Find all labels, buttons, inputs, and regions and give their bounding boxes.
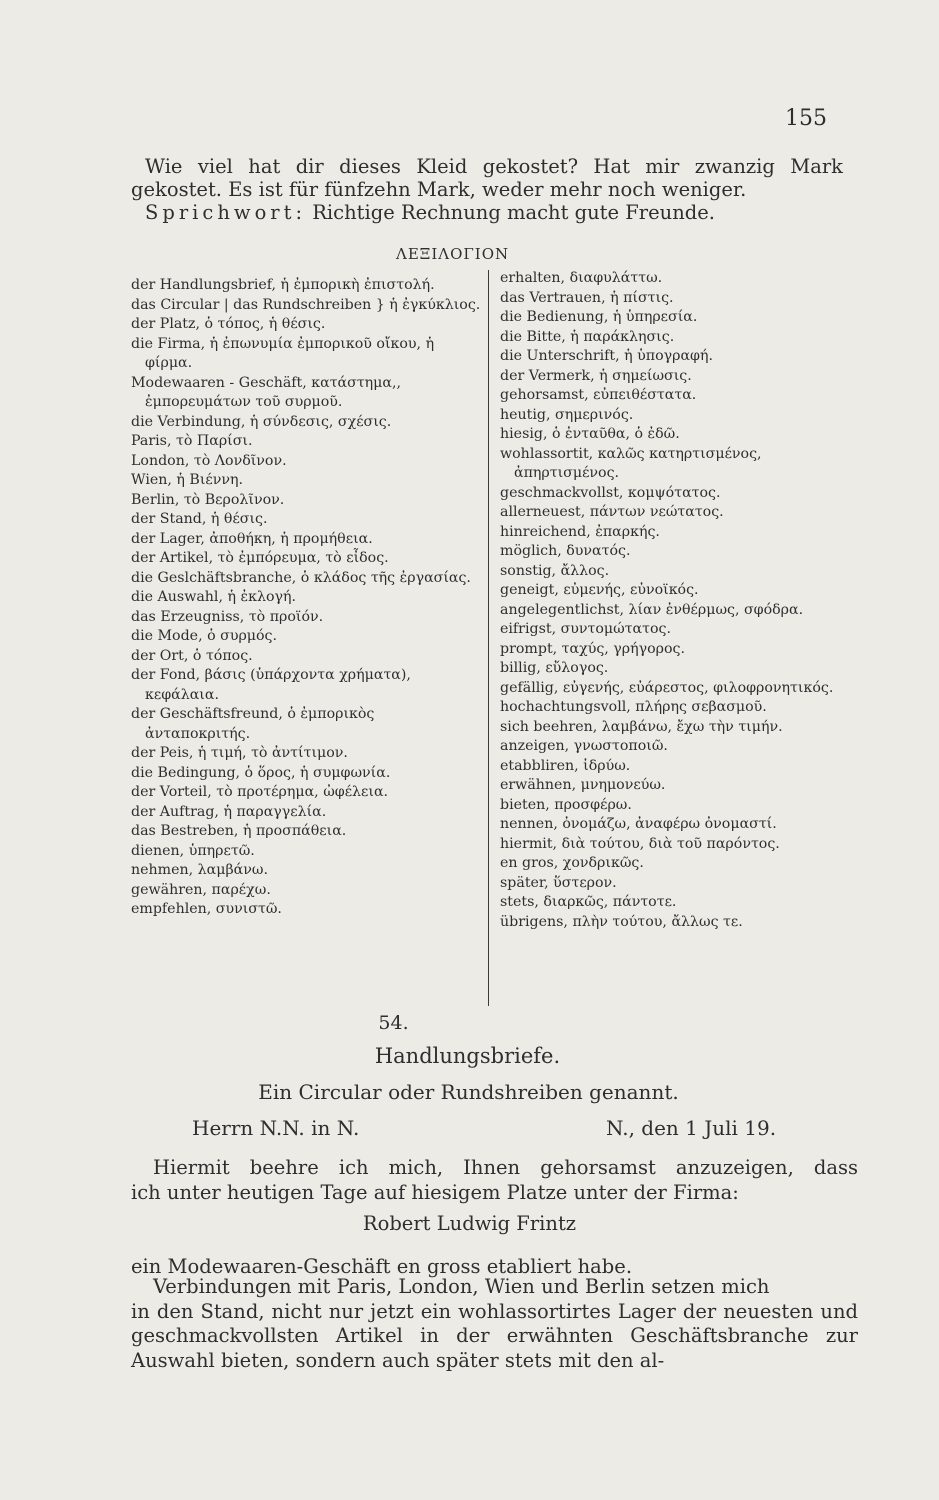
vocab-entry: die Mode, ὁ συρμός.: [131, 628, 278, 644]
vocab-entry: Berlin, τὸ Βερολῖνον.: [131, 491, 285, 508]
vocab-entry: später, ὕστερον.: [500, 874, 617, 891]
vocab-entry: der Vorteil, τὸ προτέρημα, ὠφέλεια.: [131, 784, 389, 800]
vocab-entry: gefällig, εὐγενής, εὐάρεστος, φιλοφρονητικός.: [500, 679, 834, 696]
letter-line: Verbindungen mit Paris, London, Wien und Berlin setzen mich: [153, 1275, 770, 1298]
letter-date: N., den 1 Juli 19.: [606, 1116, 777, 1140]
vocab-entry: Modewaaren - Geschäft, κατάστημα,, ἐμπορευμάτων τοῦ συρμοῦ.: [131, 374, 401, 410]
vocab-entry: die Firma, ἡ ἐπωνυμία ἐμπορικοῦ οἴκου, ἡ φίρμα.: [131, 335, 435, 371]
vocab-entry: sich beehren, λαμβάνω, ἔχω τὴν τιμήν.: [500, 718, 783, 735]
vocab-entry: erwähnen, μνημονεύω.: [500, 777, 666, 793]
vocab-entry: das Circular | das Rundschreiben } ἡ ἐγκύκλιος.: [131, 296, 481, 313]
section-heading: Handlungsbriefe.: [374, 1044, 561, 1068]
firm-name: Robert Ludwig Frintz: [362, 1212, 577, 1235]
vocab-entry: das Erzeugniss, τὸ προϊόν.: [131, 608, 324, 625]
vocab-entry: stets, διαρκῶς, πάντοτε.: [500, 894, 677, 910]
vocab-entry: Wien, ἡ Βιέννη.: [131, 472, 244, 488]
letter-text: in den Stand, nicht nur jetzt ein wohlassortirtes Lager der neuesten und geschmackvollsten Artikel in der erwähnten Geschäftsbranche zur Auswahl bieten, sondern auch später stets mit den al-: [131, 1299, 858, 1372]
vocab-entry: hiermit, διὰ τούτου, διὰ τοῦ παρόντος.: [500, 835, 780, 852]
section-subheading: Ein Circular oder Rundshreiben genannt.: [258, 1080, 679, 1104]
vocab-entry: nennen, ὀνομάζω, ἀναφέρω ὀνομαστί.: [500, 816, 777, 832]
vocab-entry: die Unterschrift, ἡ ὑπογραφή.: [500, 348, 713, 364]
proverb-label: Sprichwort:: [145, 201, 307, 224]
vocab-entry: heutig, σημερινός.: [500, 406, 634, 423]
column-divider: [488, 270, 489, 1006]
intro-dialogue: [131, 155, 843, 224]
vocabulary-right-column: [500, 269, 858, 932]
vocab-entry: der Handlungsbrief, ἡ ἐμπορικὴ ἐπιστολή.: [131, 277, 435, 293]
vocab-entry: der Stand, ἡ θέσις.: [131, 511, 268, 527]
vocab-entry: etabbliren, ἱδρύω.: [500, 757, 631, 774]
vocab-entry: wohlassortit, καλῶς κατηρτισμένος, ἀπηρτισμένος.: [500, 445, 762, 481]
vocab-entry: billig, εὔλογος.: [500, 660, 609, 676]
letter-line: ich unter heutigen Tage auf hiesigem Platze unter der Firma:: [131, 1180, 739, 1204]
vocab-entry: nehmen, λαμβάνω.: [131, 862, 268, 878]
vocab-entry: geneigt, εὐμενής, εὐνοϊκός.: [500, 582, 699, 598]
vocab-entry: gewähren, παρέχω.: [131, 881, 271, 898]
proverb-text: Richtige Rechnung macht gute Freunde.: [312, 201, 715, 224]
vocab-entry: empfehlen, συνιστῶ.: [131, 901, 282, 917]
vocab-entry: hinreichend, ἐπαρκής.: [500, 523, 660, 540]
vocab-entry: der Auftrag, ἡ παραγγελία.: [131, 803, 327, 820]
vocab-entry: der Peis, ἡ τιμή, τὸ ἀντίτιμον.: [131, 745, 348, 761]
vocab-entry: das Bestreben, ἡ προσπάθεια.: [131, 823, 347, 839]
proverb: [131, 201, 843, 224]
vocab-entry: Paris, τὸ Παρίσι.: [131, 433, 253, 449]
letter-paragraph-3: [131, 1275, 858, 1373]
vocab-entry: erhalten, διαφυλάττω.: [500, 270, 663, 286]
vocab-entry: en gros, χονδρικῶς.: [500, 855, 644, 871]
vocab-entry: das Vertrauen, ἡ πίστις.: [500, 289, 674, 306]
vocab-entry: die Verbindung, ἡ σύνδεσις, σχέσις.: [131, 413, 392, 430]
vocab-entry: angelegentlichst, λίαν ἐνθέρμως, σφόδρα.: [500, 601, 804, 618]
vocab-entry: prompt, ταχύς, γρήγορος.: [500, 640, 685, 657]
vocab-entry: allerneuest, πάντων νεώτατος.: [500, 504, 724, 520]
vocabulary-title: ΛΕΞΙΛΟΓΙΟΝ: [396, 245, 510, 263]
vocab-entry: der Platz, ὁ τόπος, ἡ θέσις.: [131, 316, 326, 332]
vocab-entry: geschmackvollst, κομψότατος.: [500, 484, 721, 501]
vocab-entry: die Bedingung, ὁ ὅρος, ἡ συμφωνία.: [131, 764, 391, 781]
vocab-entry: hochachtungsvoll, πλήρης σεβασμοῦ.: [500, 699, 767, 715]
vocab-entry: dienen, ὑπηρετῶ.: [131, 842, 255, 859]
letter-addressee: Herrn N.N. in N.: [192, 1116, 360, 1140]
letter-paragraph-2: ein Modewaaren-Geschäft en gross etabliert habe.: [131, 1255, 633, 1278]
vocab-entry: der Fond, βάσις (ὑπάρχοντα χρήματα), κεφάλαια.: [131, 667, 411, 703]
vocabulary-left-column: [131, 276, 483, 920]
vocab-entry: der Artikel, τὸ ἐμπόρευμα, τὸ εἶδος.: [131, 550, 389, 566]
section-number: 54.: [378, 1012, 409, 1034]
vocab-entry: die Bedienung, ἡ ὑπηρεσία.: [500, 309, 698, 325]
vocab-entry: gehorsamst, εὐπειθέστατα.: [500, 387, 697, 403]
page-number: 155: [785, 106, 827, 131]
intro-line: Wie viel hat dir dieses Kleid gekostet? Hat mir zwanzig Mark: [145, 155, 843, 178]
vocab-entry: der Geschäftsfreund, ὁ ἐμπορικὸς ἀνταποκριτής.: [131, 706, 375, 742]
vocab-entry: hiesig, ὁ ἐνταῦθα, ὁ ἐδῶ.: [500, 426, 680, 442]
letter-line: Hiermit beehre ich mich, Ihnen gehorsamst anzuzeigen, dass: [153, 1156, 858, 1179]
vocab-entry: der Lager, ἀποθήκη, ἡ προμήθεια.: [131, 530, 373, 547]
vocab-entry: bieten, προσφέρω.: [500, 796, 632, 813]
vocab-entry: der Ort, ὁ τόπος.: [131, 647, 253, 664]
letter-paragraph-1: [131, 1156, 858, 1205]
vocab-entry: die Auswahl, ἡ ἐκλογή.: [131, 589, 296, 605]
intro-line: gekostet. Es ist für fünfzehn Mark, weder mehr noch weniger.: [131, 178, 747, 201]
vocab-entry: London, τὸ Λονδῖνον.: [131, 452, 287, 469]
vocab-entry: die Bitte, ἡ παράκλησις.: [500, 328, 675, 345]
vocab-entry: möglich, δυνατός.: [500, 543, 631, 559]
vocab-entry: übrigens, πλὴν τούτου, ἄλλως τε.: [500, 913, 743, 930]
vocab-entry: die Geslchäftsbranche, ὁ κλάδος τῆς ἐργασίας.: [131, 569, 471, 586]
vocab-entry: der Vermerk, ἡ σημείωσις.: [500, 367, 692, 384]
vocab-entry: eifrigst, συντομώτατος.: [500, 621, 671, 637]
vocab-entry: anzeigen, γνωστοποιῶ.: [500, 738, 668, 754]
vocab-entry: sonstig, ἄλλος.: [500, 562, 610, 579]
